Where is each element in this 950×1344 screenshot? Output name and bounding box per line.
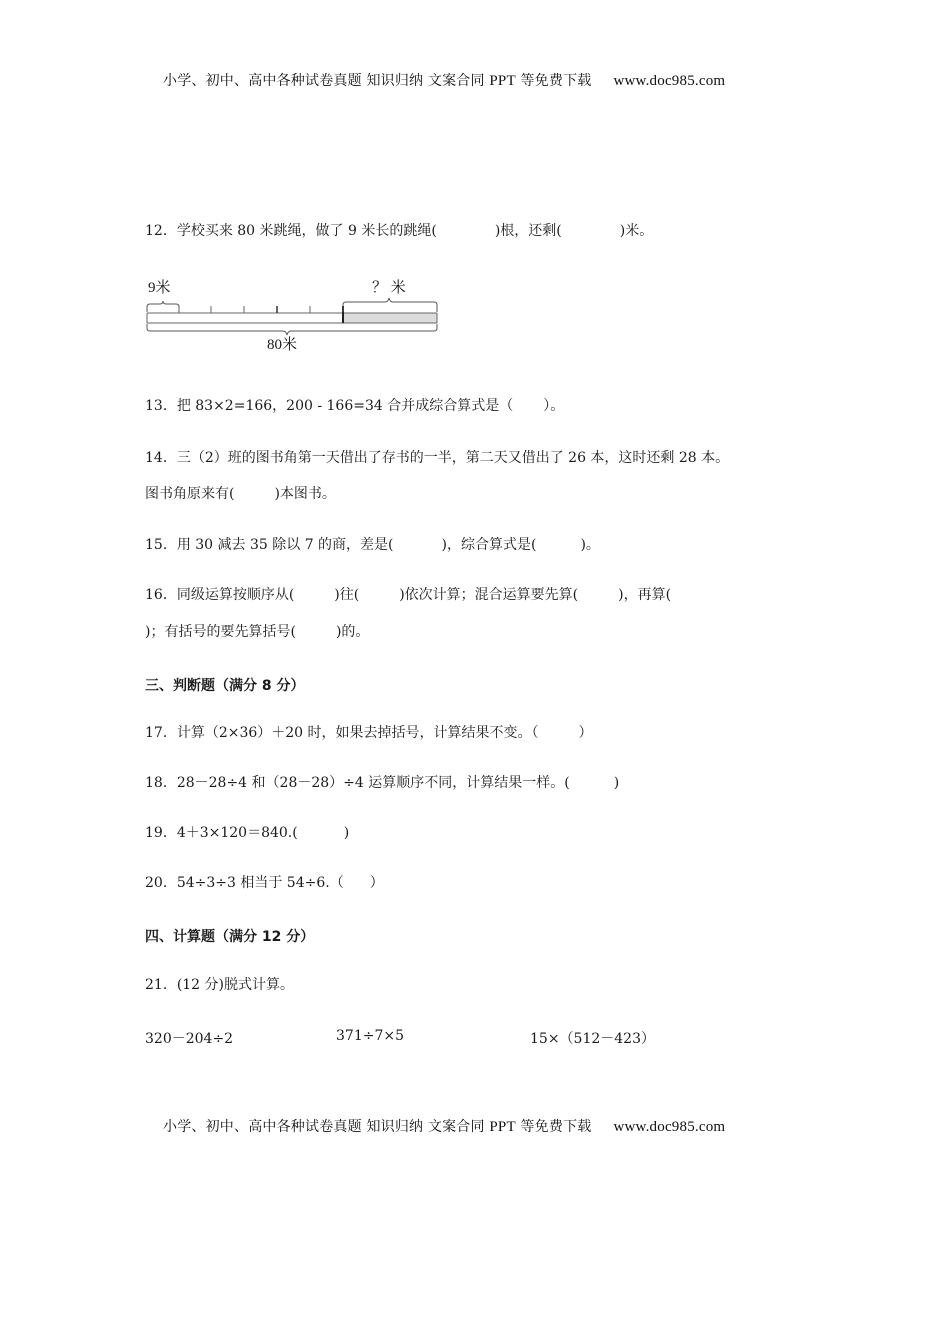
- q12-text-a: 12．学校买来 80 米跳绳，做了 9 米长的跳绳(: [145, 223, 437, 239]
- q15-text-b: )，综合算式是(: [441, 537, 537, 553]
- remainder-shaded-segment: [343, 313, 437, 323]
- q16-text-f: )的。: [335, 624, 370, 640]
- question-18: [145, 774, 619, 792]
- q15-text-c: )。: [580, 537, 600, 553]
- calculation-expressions: [145, 1028, 845, 1048]
- question-16-line-2: [145, 623, 369, 641]
- header-site-link[interactable]: www.doc985.com: [613, 73, 726, 89]
- question-12: [145, 222, 653, 240]
- q16-text-d: )，再算(: [618, 587, 672, 603]
- q13-text-a: 13．把 83×2=166，200 - 166=34 合并成综合算式是（: [145, 398, 514, 414]
- label-9m: 9米: [148, 280, 171, 296]
- q18-text-b: ): [613, 775, 620, 791]
- q12-text-c: )米。: [619, 223, 654, 239]
- question-15: [145, 536, 600, 554]
- brace-9m: [147, 301, 179, 312]
- section-4-title: 四、计算题（满分 12 分）: [145, 929, 315, 945]
- expression-1: 320－204÷2: [145, 1031, 234, 1047]
- section-3-title: 三、判断题（满分 8 分）: [145, 678, 305, 694]
- question-13: [145, 397, 564, 415]
- q19-text-a: 19．4＋3×120＝840.(: [145, 825, 298, 841]
- question-16-line-1: [145, 586, 671, 604]
- brace-remainder: [343, 298, 437, 312]
- q14-line-1: 14．三（2）班的图书角第一天借出了存书的一半，第二天又借出了 26 本，这时还剩 28 本。: [145, 450, 730, 466]
- footer-site-link[interactable]: www.doc985.com: [613, 1119, 726, 1135]
- header-text: 小学、初中、高中各种试卷真题 知识归纳 文案合同: [163, 73, 490, 89]
- question-14-line-1: [145, 449, 729, 467]
- q16-text-c: )依次计算；混合运算要先算(: [399, 587, 579, 603]
- q13-text-b: ）。: [543, 398, 565, 414]
- label-unknown-m: ？ 米: [372, 280, 406, 296]
- q16-text-a: 16．同级运算按顺序从(: [145, 587, 295, 603]
- question-19: [145, 824, 349, 842]
- question-17: [145, 724, 593, 742]
- expression-2: 371÷7×5: [336, 1028, 404, 1044]
- footer-ppt: PPT: [489, 1119, 516, 1135]
- q19-text-b: ): [343, 825, 350, 841]
- q16-text-e: )；有括号的要先算括号(: [145, 624, 296, 640]
- question-20: [145, 874, 384, 892]
- q17-text-a: 17．计算（2×36）＋20 时，如果去掉括号，计算结果不变。（: [145, 725, 539, 741]
- q18-text-a: 18．28－28÷4 和（28－28）÷4 运算顺序不同，计算结果一样。(: [145, 775, 570, 791]
- q14-text-a: 图书角原来有(: [145, 486, 235, 502]
- expression-3: 15×（512－423）: [530, 1031, 655, 1047]
- footer-text: 小学、初中、高中各种试卷真题 知识归纳 文案合同: [163, 1119, 490, 1135]
- q20-text-a: 20．54÷3÷3 相当于 54÷6.（: [145, 875, 344, 891]
- q15-text-a: 15．用 30 减去 35 除以 7 的商，差是(: [145, 537, 394, 553]
- question-21: [145, 976, 294, 994]
- q20-text-b: ）: [369, 875, 384, 891]
- q14-text-b: )本图书。: [274, 486, 336, 502]
- q16-text-b: )往(: [334, 587, 360, 603]
- label-80m: 80米: [267, 337, 298, 353]
- header-text-2: 等免费下载: [515, 73, 592, 89]
- header-ppt: PPT: [489, 73, 516, 89]
- line-segment-diagram: [140, 270, 450, 360]
- q21-text: 21．(12 分)脱式计算。: [145, 977, 295, 993]
- page-header-banner: [163, 70, 803, 90]
- question-14-line-2: [145, 485, 336, 503]
- footer-text-2: 等免费下载: [515, 1119, 592, 1135]
- q12-text-b: )根，还剩(: [494, 223, 562, 239]
- page-footer-banner: [163, 1116, 803, 1136]
- q17-text-b: ）: [578, 725, 593, 741]
